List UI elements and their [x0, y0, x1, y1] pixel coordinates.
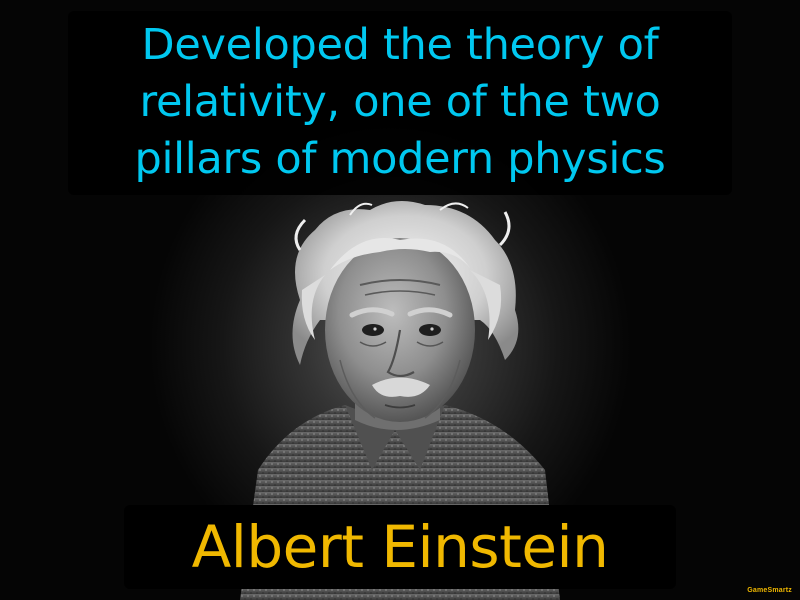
- definition-line-2: relativity, one of the two: [139, 76, 661, 127]
- left-eye: [362, 324, 384, 336]
- definition-line-3: pillars of modern physics: [134, 133, 666, 184]
- term-name: Albert Einstein: [191, 513, 609, 581]
- term-box: [124, 505, 676, 589]
- definition-box: [68, 11, 732, 195]
- watermark-logo: GameSmartz: [747, 587, 792, 594]
- definition-text: [134, 17, 665, 188]
- definition-line-1: Developed the theory of: [141, 19, 659, 70]
- right-eye: [419, 324, 441, 336]
